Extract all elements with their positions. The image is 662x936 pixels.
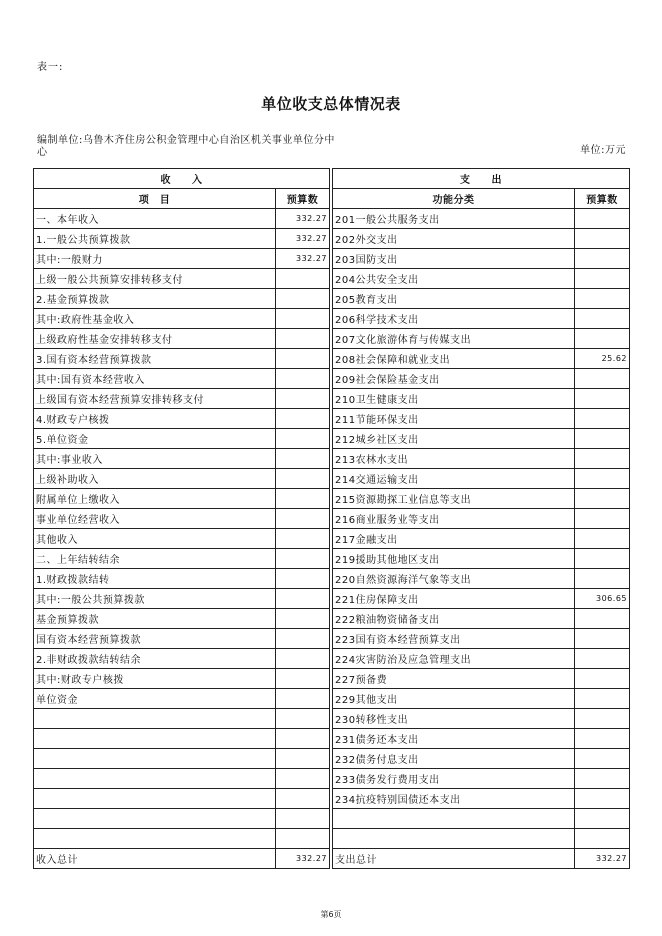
table-row	[34, 329, 630, 349]
expense-item: 230转移性支出	[333, 709, 575, 729]
expense-value	[575, 469, 630, 489]
table-row	[34, 769, 630, 789]
expense-value	[575, 369, 630, 389]
expense-item: 204公共安全支出	[333, 269, 575, 289]
expense-header: 支 出	[333, 169, 630, 189]
income-value	[276, 749, 330, 769]
income-value	[276, 349, 330, 369]
income-value	[276, 609, 330, 629]
expense-value	[575, 769, 630, 789]
income-item: 上级国有资本经营预算安排转移支付	[34, 389, 276, 409]
income-value	[276, 389, 330, 409]
income-item: 其中:事业收入	[34, 449, 276, 469]
table-subheader-row	[34, 189, 630, 209]
table-row	[34, 609, 630, 629]
income-value	[276, 769, 330, 789]
income-item: 基金预算拨款	[34, 609, 276, 629]
expense-item: 233债务发行费用支出	[333, 769, 575, 789]
income-item	[34, 829, 276, 849]
expense-item: 201一般公共服务支出	[333, 209, 575, 229]
income-value	[276, 549, 330, 569]
expense-value	[575, 649, 630, 669]
expense-value	[575, 689, 630, 709]
expense-value	[575, 509, 630, 529]
expense-value	[575, 789, 630, 809]
income-value	[276, 689, 330, 709]
income-value	[276, 829, 330, 849]
expense-item: 224灾害防治及应急管理支出	[333, 649, 575, 669]
table-row	[34, 369, 630, 389]
expense-item: 211节能环保支出	[333, 409, 575, 429]
expense-item: 223国有资本经营预算支出	[333, 629, 575, 649]
item-column-header: 项 目	[34, 189, 276, 209]
expense-value	[575, 549, 630, 569]
income-item: 其中:一般公共预算拨款	[34, 589, 276, 609]
income-item: 其中:政府性基金收入	[34, 309, 276, 329]
income-value	[276, 669, 330, 689]
table-row	[34, 289, 630, 309]
expense-value	[575, 829, 630, 849]
expense-value	[575, 229, 630, 249]
expense-item: 207文化旅游体育与传媒支出	[333, 329, 575, 349]
budget-column-header: 预算数	[276, 189, 330, 209]
expense-item: 205教育支出	[333, 289, 575, 309]
expense-item: 220自然资源海洋气象等支出	[333, 569, 575, 589]
income-value	[276, 589, 330, 609]
income-item: 2.基金预算拨款	[34, 289, 276, 309]
expense-value	[575, 489, 630, 509]
income-item	[34, 809, 276, 829]
income-item: 上级政府性基金安排转移支付	[34, 329, 276, 349]
expense-item: 214交通运输支出	[333, 469, 575, 489]
expense-item: 213农林水支出	[333, 449, 575, 469]
org-label: 编制单位:乌鲁木齐住房公积金管理中心自治区机关事业单位分中心	[37, 135, 335, 158]
table-row	[34, 669, 630, 689]
income-item: 二、上年结转结余	[34, 549, 276, 569]
function-column-header: 功能分类	[333, 189, 575, 209]
table-row	[34, 789, 630, 809]
table-row	[34, 269, 630, 289]
table-row	[34, 749, 630, 769]
table-row	[34, 589, 630, 609]
table-row	[34, 449, 630, 469]
table-row	[34, 629, 630, 649]
income-item	[34, 749, 276, 769]
table-row	[34, 529, 630, 549]
expense-value	[575, 709, 630, 729]
income-value	[276, 569, 330, 589]
total-expense-label: 支出总计	[333, 849, 575, 869]
page-number: 第6页	[320, 910, 342, 919]
income-item: 其中:一般财力	[34, 249, 276, 269]
total-row	[34, 849, 630, 869]
income-value	[276, 709, 330, 729]
expense-value	[575, 529, 630, 549]
expense-item	[333, 829, 575, 849]
income-value	[276, 289, 330, 309]
expense-value	[575, 389, 630, 409]
income-expense-table	[33, 168, 630, 869]
expense-value	[575, 309, 630, 329]
total-income-value: 332.27	[276, 849, 330, 869]
table-row	[34, 829, 630, 849]
table-row	[34, 489, 630, 509]
expense-value	[575, 249, 630, 269]
expense-item: 203国防支出	[333, 249, 575, 269]
income-value	[276, 369, 330, 389]
expense-value	[575, 729, 630, 749]
expense-item: 210卫生健康支出	[333, 389, 575, 409]
table-row	[34, 729, 630, 749]
income-item: 其中:财政专户核拨	[34, 669, 276, 689]
expense-value: 306.65	[575, 589, 630, 609]
income-item	[34, 789, 276, 809]
income-item: 3.国有资本经营预算拨款	[34, 349, 276, 369]
expense-value	[575, 569, 630, 589]
expense-item: 221住房保障支出	[333, 589, 575, 609]
expense-value	[575, 609, 630, 629]
income-item: 事业单位经营收入	[34, 509, 276, 529]
table-row	[34, 389, 630, 409]
expense-value	[575, 429, 630, 449]
expense-item: 209社会保险基金支出	[333, 369, 575, 389]
income-item: 其中:国有资本经营收入	[34, 369, 276, 389]
table-row	[34, 409, 630, 429]
income-value: 332.27	[276, 229, 330, 249]
income-value	[276, 469, 330, 489]
table-row	[34, 209, 630, 229]
expense-item: 222粮油物资储备支出	[333, 609, 575, 629]
expense-item: 231债务还本支出	[333, 729, 575, 749]
income-item: 上级一般公共预算安排转移支付	[34, 269, 276, 289]
expense-value	[575, 669, 630, 689]
income-item: 一、本年收入	[34, 209, 276, 229]
expense-value	[575, 409, 630, 429]
income-item	[34, 709, 276, 729]
expense-value	[575, 209, 630, 229]
total-expense-value: 332.27	[575, 849, 630, 869]
unit-label: 单位:万元	[580, 145, 626, 156]
income-item: 4.财政专户核拨	[34, 409, 276, 429]
income-value	[276, 629, 330, 649]
expense-value	[575, 269, 630, 289]
expense-item: 208社会保障和就业支出	[333, 349, 575, 369]
table-row	[34, 649, 630, 669]
expense-value	[575, 289, 630, 309]
expense-item: 216商业服务业等支出	[333, 509, 575, 529]
income-value	[276, 789, 330, 809]
income-item: 5.单位资金	[34, 429, 276, 449]
income-value	[276, 269, 330, 289]
income-value	[276, 309, 330, 329]
expense-value	[575, 449, 630, 469]
income-value	[276, 529, 330, 549]
table-row	[34, 249, 630, 269]
total-income-label: 收入总计	[34, 849, 276, 869]
income-item	[34, 769, 276, 789]
table-row	[34, 569, 630, 589]
expense-item	[333, 809, 575, 829]
expense-value	[575, 329, 630, 349]
page-title: 单位收支总体情况表	[261, 95, 401, 113]
income-value	[276, 489, 330, 509]
table-row	[34, 429, 630, 449]
table-row	[34, 709, 630, 729]
income-value	[276, 729, 330, 749]
income-value: 332.27	[276, 209, 330, 229]
expense-item: 212城乡社区支出	[333, 429, 575, 449]
table-row	[34, 509, 630, 529]
income-item: 1.一般公共预算拨款	[34, 229, 276, 249]
table-row	[34, 549, 630, 569]
income-value	[276, 809, 330, 829]
table-row	[34, 229, 630, 249]
income-header: 收 入	[34, 169, 330, 189]
income-value	[276, 409, 330, 429]
expense-value: 25.62	[575, 349, 630, 369]
income-item: 附属单位上缴收入	[34, 489, 276, 509]
expense-item: 232债务付息支出	[333, 749, 575, 769]
expense-value	[575, 809, 630, 829]
income-item: 1.财政拨款结转	[34, 569, 276, 589]
income-item: 国有资本经营预算拨款	[34, 629, 276, 649]
expense-item: 202外交支出	[333, 229, 575, 249]
expense-item: 215资源勘探工业信息等支出	[333, 489, 575, 509]
budget-column-header-2: 预算数	[575, 189, 630, 209]
table-label: 表一:	[37, 62, 64, 73]
expense-value	[575, 749, 630, 769]
expense-item: 227预备费	[333, 669, 575, 689]
income-value	[276, 449, 330, 469]
income-value	[276, 649, 330, 669]
expense-item: 219援助其他地区支出	[333, 549, 575, 569]
income-value	[276, 329, 330, 349]
income-item: 2.非财政拨款结转结余	[34, 649, 276, 669]
table-row	[34, 809, 630, 829]
table-row	[34, 349, 630, 369]
expense-item: 229其他支出	[333, 689, 575, 709]
expense-item: 234抗疫特别国债还本支出	[333, 789, 575, 809]
income-item: 其他收入	[34, 529, 276, 549]
expense-item: 206科学技术支出	[333, 309, 575, 329]
expense-value	[575, 629, 630, 649]
income-value	[276, 429, 330, 449]
income-value	[276, 509, 330, 529]
table-row	[34, 689, 630, 709]
table-header-row	[34, 169, 630, 189]
table-row	[34, 469, 630, 489]
income-item: 单位资金	[34, 689, 276, 709]
income-item: 上级补助收入	[34, 469, 276, 489]
table-row	[34, 309, 630, 329]
income-value: 332.27	[276, 249, 330, 269]
income-item	[34, 729, 276, 749]
expense-item: 217金融支出	[333, 529, 575, 549]
